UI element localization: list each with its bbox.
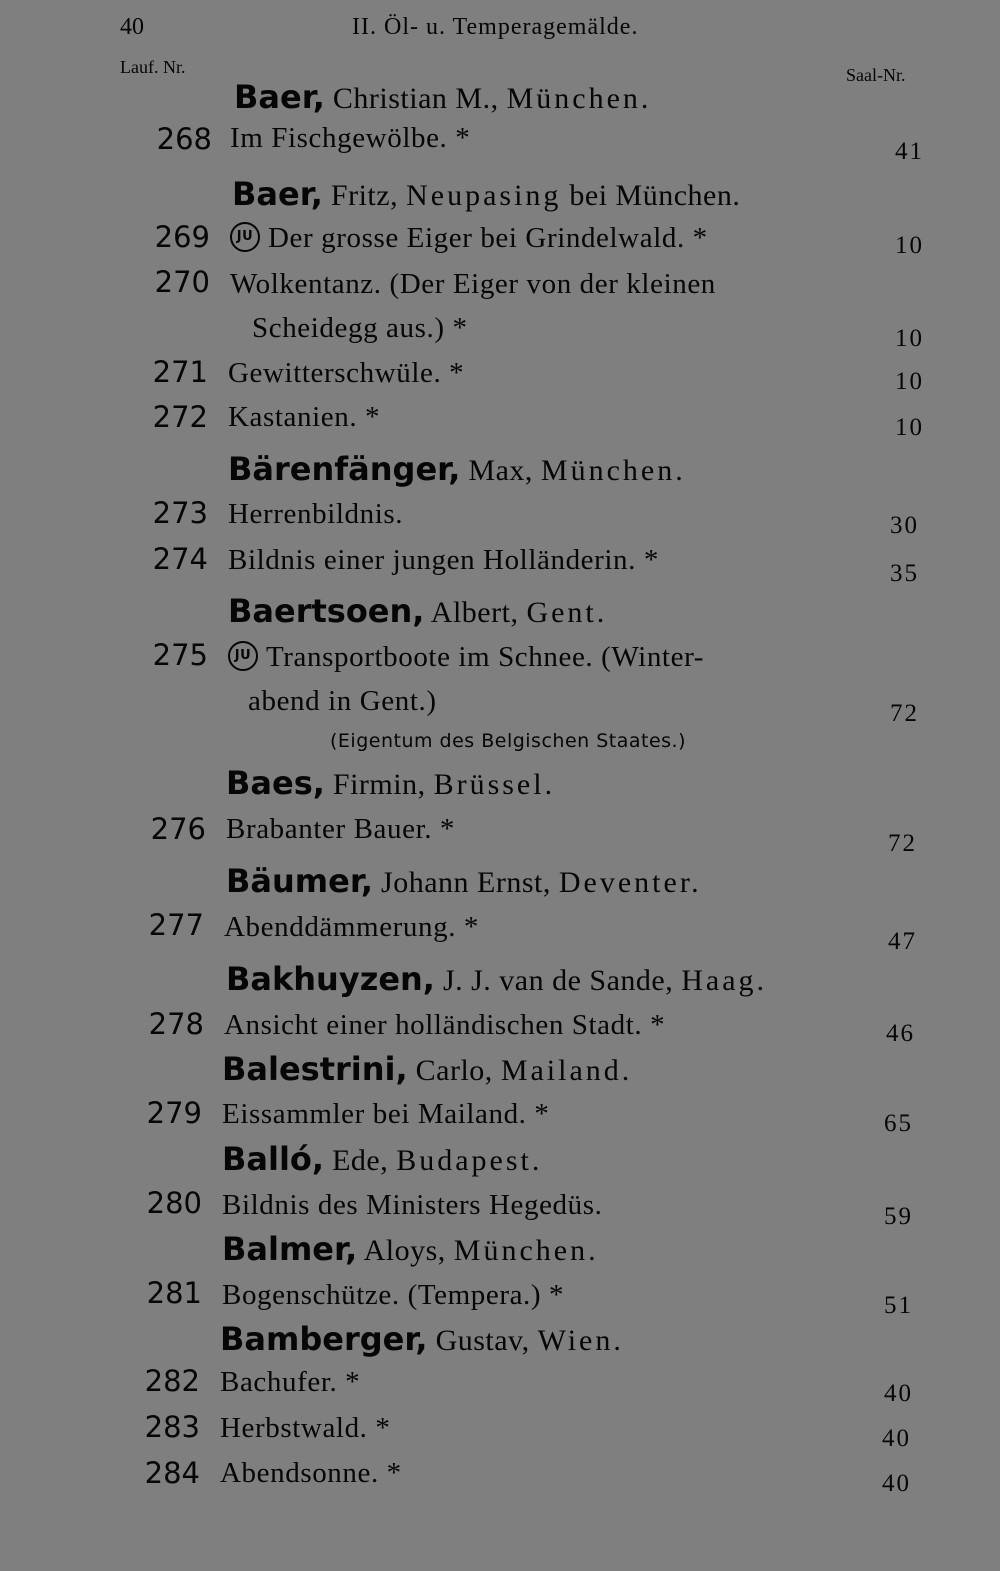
entry-title: Abendsonne. * bbox=[220, 1457, 402, 1489]
artist-forename: Albert, bbox=[430, 596, 519, 629]
entry-number: 278 bbox=[148, 1007, 204, 1041]
entry-title: Im Fischgewölbe. * bbox=[230, 122, 471, 154]
entry-title: Kastanien. * bbox=[228, 401, 381, 433]
entry-room: 41 bbox=[895, 138, 924, 165]
entry-title-row bbox=[230, 222, 708, 255]
page-number: 40 bbox=[120, 14, 144, 40]
artist-heading bbox=[226, 764, 555, 802]
artist-name: Balestrini, bbox=[222, 1050, 408, 1088]
entry-number: 277 bbox=[148, 908, 204, 942]
artist-city: Brüssel. bbox=[433, 768, 556, 801]
artist-forename: Firmin, bbox=[332, 768, 426, 801]
artist-forename: Aloys, bbox=[363, 1234, 446, 1267]
entry-title: Bachufer. * bbox=[220, 1366, 361, 1398]
artist-forename: Johann Ernst, bbox=[381, 866, 551, 899]
artist-city: Budapest. bbox=[396, 1144, 543, 1177]
entry-number: 283 bbox=[144, 1410, 200, 1444]
artist-city: Neupasing bbox=[406, 179, 562, 212]
artist-name: Baes, bbox=[226, 764, 325, 802]
entry-title: Herbstwald. * bbox=[220, 1412, 391, 1444]
entry-number: 274 bbox=[152, 542, 208, 576]
artist-heading bbox=[232, 175, 740, 213]
artist-city: Gent. bbox=[526, 596, 608, 629]
artist-city: München. bbox=[540, 454, 686, 487]
entry-room: 30 bbox=[890, 512, 919, 539]
entry-number: 281 bbox=[146, 1276, 202, 1310]
entry-title: Bildnis einer jungen Holländerin. * bbox=[228, 544, 659, 576]
entry-title: Bogenschütze. (Tempera.) * bbox=[222, 1279, 565, 1311]
entry-room: 35 bbox=[890, 560, 919, 587]
entry-room: 46 bbox=[886, 1020, 915, 1047]
artist-forename: Christian M., bbox=[332, 82, 499, 115]
entry-number: 275 bbox=[152, 638, 208, 672]
entry-number: 268 bbox=[156, 122, 212, 156]
entry-number: 269 bbox=[154, 220, 210, 254]
entry-title: Eissammler bei Mailand. * bbox=[222, 1098, 550, 1130]
entry-room: 65 bbox=[884, 1110, 913, 1137]
entry-number: 279 bbox=[146, 1096, 202, 1130]
entry-room: 10 bbox=[895, 325, 924, 352]
artist-name: Baertsoen, bbox=[228, 592, 425, 630]
artist-heading bbox=[228, 592, 607, 630]
entry-title: Wolkentanz. (Der Eiger von der kleinen bbox=[230, 268, 716, 300]
entry-room: 59 bbox=[884, 1203, 913, 1230]
artist-forename: Gustav, bbox=[435, 1324, 530, 1357]
entry-title: Brabanter Bauer. * bbox=[226, 813, 456, 845]
entry-room: 40 bbox=[884, 1380, 913, 1407]
artist-heading bbox=[226, 862, 702, 900]
entry-number: 280 bbox=[146, 1186, 202, 1220]
artist-city-tail: bei München. bbox=[569, 179, 741, 212]
entry-title: Transportboote im Schnee. (Winter- bbox=[266, 641, 704, 673]
artist-city: München. bbox=[506, 82, 652, 115]
entry-number: 271 bbox=[152, 355, 208, 389]
artist-city: Deventer. bbox=[558, 866, 702, 899]
artist-name: Balmer, bbox=[222, 1230, 358, 1268]
entry-room: 51 bbox=[884, 1292, 913, 1319]
artist-forename: Carlo, bbox=[415, 1054, 493, 1087]
entry-title: Ansicht einer holländischen Stadt. * bbox=[224, 1009, 666, 1041]
artist-heading bbox=[222, 1140, 542, 1178]
entry-title-continuation: abend in Gent.) bbox=[248, 685, 437, 717]
entry-room: 40 bbox=[882, 1425, 911, 1452]
artist-name: Bärenfänger, bbox=[228, 450, 461, 488]
artist-name: Bakhuyzen, bbox=[226, 960, 435, 998]
ju-stamp-icon: JU bbox=[228, 641, 258, 671]
artist-heading bbox=[220, 1320, 624, 1358]
column-label-saal-nr: Saal-Nr. bbox=[846, 65, 906, 85]
entry-number: 272 bbox=[152, 400, 208, 434]
entry-room: 72 bbox=[888, 830, 917, 857]
artist-city: Haag. bbox=[681, 964, 768, 997]
artist-name: Baer, bbox=[234, 78, 325, 116]
entry-room: 47 bbox=[888, 928, 917, 955]
artist-heading bbox=[222, 1050, 632, 1088]
entry-room: 10 bbox=[895, 414, 924, 441]
entry-title: Abenddämmerung. * bbox=[224, 911, 480, 943]
artist-name: Bamberger, bbox=[220, 1320, 428, 1358]
entry-room: 72 bbox=[890, 700, 919, 727]
entry-number: 276 bbox=[150, 812, 206, 846]
artist-city: Wien. bbox=[537, 1324, 624, 1357]
entry-title: Der grosse Eiger bei Grindelwald. * bbox=[268, 222, 708, 254]
artist-heading bbox=[234, 78, 651, 116]
entry-room: 10 bbox=[895, 368, 924, 395]
artist-heading bbox=[228, 450, 686, 488]
entry-title: Bildnis des Ministers Hegedüs. bbox=[222, 1189, 603, 1221]
entry-title: Gewitterschwüle. * bbox=[228, 357, 465, 389]
entry-ownership-note: (Eigentum des Belgischen Staates.) bbox=[330, 730, 687, 752]
entry-title-row bbox=[228, 641, 704, 674]
entry-number: 270 bbox=[154, 265, 210, 299]
entry-room: 40 bbox=[882, 1470, 911, 1497]
artist-heading bbox=[222, 1230, 599, 1268]
entry-number: 282 bbox=[144, 1364, 200, 1398]
ju-stamp-icon: JU bbox=[230, 222, 260, 252]
artist-name: Bäumer, bbox=[226, 862, 374, 900]
artist-forename: Max, bbox=[468, 454, 533, 487]
artist-name: Balló, bbox=[222, 1140, 325, 1178]
entry-title: Herrenbildnis. bbox=[228, 498, 404, 530]
artist-city: München. bbox=[453, 1234, 599, 1267]
artist-forename: J. J. van de Sande, bbox=[442, 964, 674, 997]
entry-room: 10 bbox=[895, 232, 924, 259]
section-title: II. Öl- u. Temperagemälde. bbox=[352, 14, 639, 40]
artist-forename: Ede, bbox=[332, 1144, 389, 1177]
artist-heading bbox=[226, 960, 767, 998]
artist-city: Mailand. bbox=[500, 1054, 633, 1087]
entry-number: 284 bbox=[144, 1456, 200, 1490]
artist-forename: Fritz, bbox=[330, 179, 399, 212]
entry-title-continuation: Scheidegg aus.) * bbox=[252, 312, 468, 344]
entry-number: 273 bbox=[152, 496, 208, 530]
column-label-lauf-nr: Lauf. Nr. bbox=[120, 57, 186, 77]
artist-name: Baer, bbox=[232, 175, 323, 213]
